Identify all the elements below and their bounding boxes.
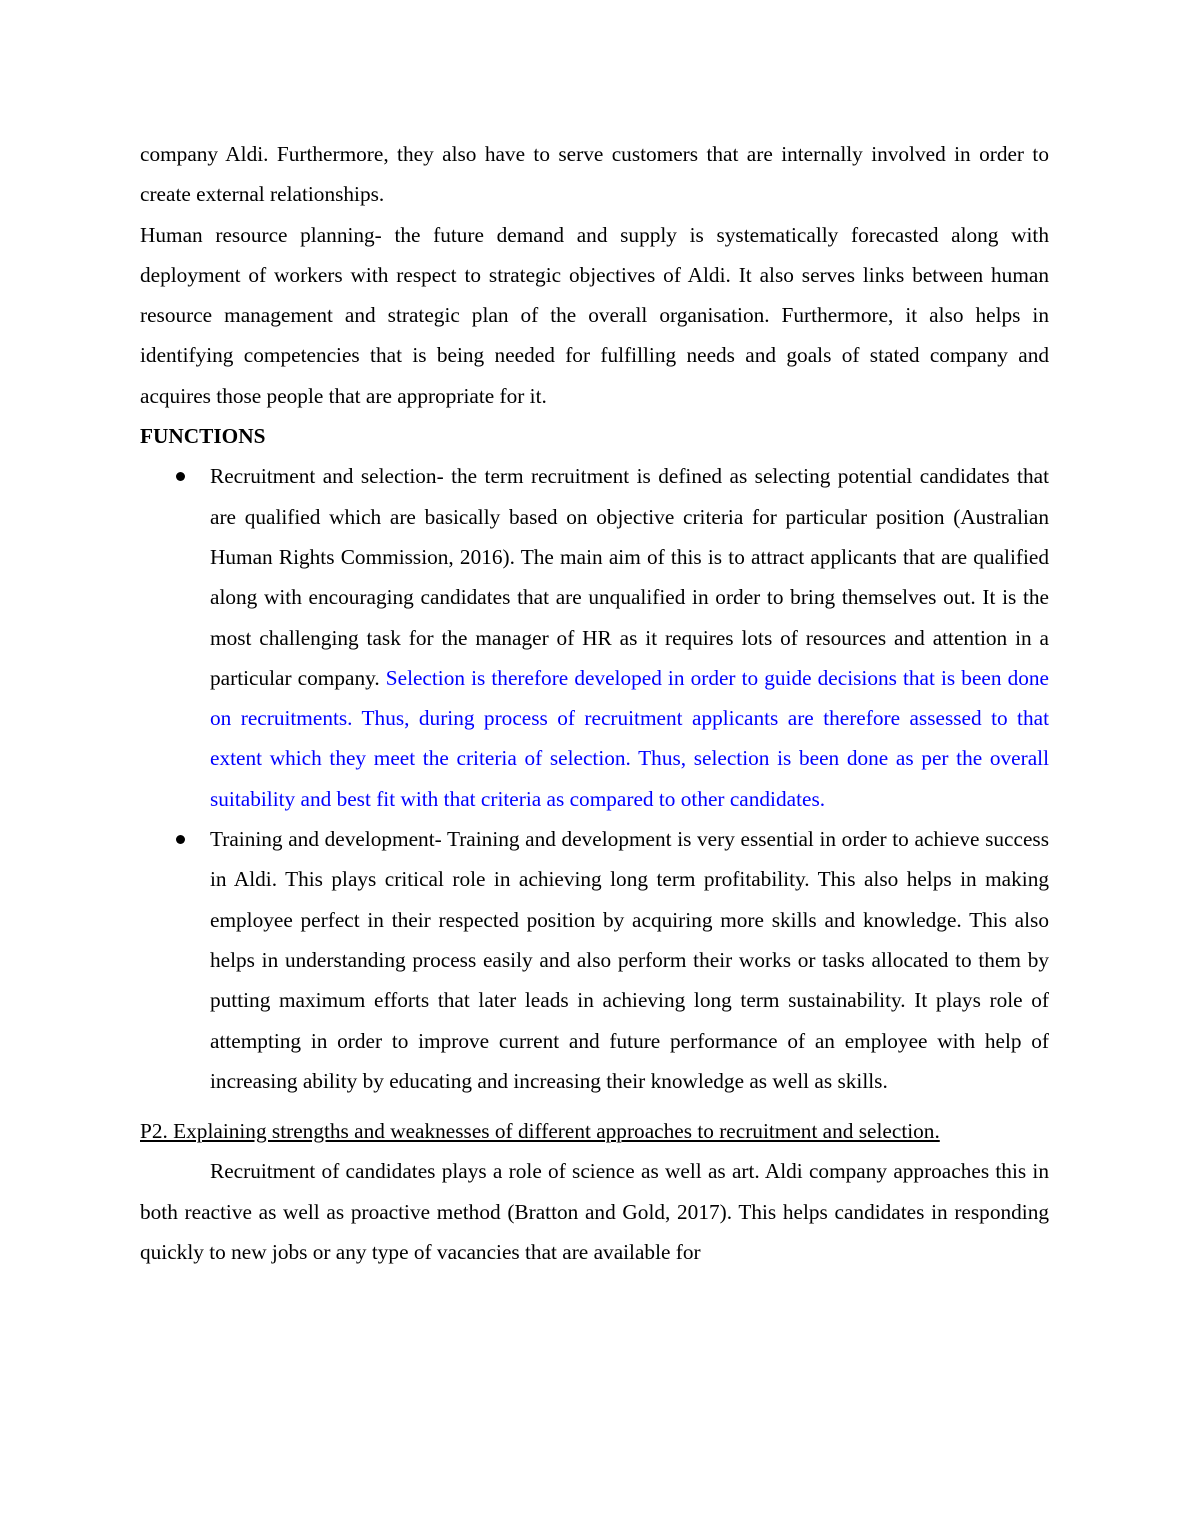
hr-planning-paragraph: Human resource planning- the future demand and supply is systematically forecasted along with deployment of workers with respect to strategic objectives of Aldi. It also serves links between human resource management and strategic plan of the overall organisation. Furthermore, it also helps in identifying competencies that is being needed for fulfilling needs and goals of stated company and acquires those people that are appropriate for it. (140, 222, 1049, 408)
recruitment-paragraph: Recruitment of candidates plays a role of science as well as art. Aldi company approaches this in both reactive as well as proactive method (Bratton and Gold, 2017). This helps candidates in responding quickly to new jobs or any type of vacancies that are available for (140, 1159, 1049, 1265)
training-text: Training and development- Training and development is very essential in order to achieve success in Aldi. This plays critical role in achieving long term profitability. This also helps in making employee perfect in their respected position by acquiring more skills and knowledge. This also helps in understanding process easily and also perform their works or tasks allocated to them by putting maximum efforts that later leads in achieving long term sustainability. It plays role of attempting in order to improve current and future performance of an employee with help of increasing ability by educating and increasing their knowledge as well as skills. (210, 827, 1049, 1093)
bullet-icon (176, 835, 185, 844)
functions-list (140, 456, 1049, 1101)
list-item-training (140, 819, 1049, 1101)
bullet-icon (176, 472, 185, 481)
functions-heading: FUNCTIONS (140, 424, 266, 449)
recruitment-text: Recruitment and selection- the term recruitment is defined as selecting potential candidates that are qualified which are basically based on objective criteria for particular position (Australian Human Rights Commission, 2016). The main aim of this is to attract applicants that are qualified along with encouraging candidates that are unqualified in order to bring themselves out. It is the most challenging task for the manager of HR as it requires lots of resources and attention in a particular company. (210, 464, 1049, 690)
document-page (140, 134, 1049, 1272)
recruitment-highlight-text: Selection is therefore developed in order to guide decisions that is been done on recruitments. Thus, during process of recruitment applicants are therefore assessed to that extent which they meet the criteria of selection. Thus, selection is been done as per the overall suitability and best fit with that criteria as compared to other candidates. (210, 665, 1049, 811)
intro-paragraph: company Aldi. Furthermore, they also have to serve customers that are internally involved in order to create external relationships. (140, 142, 1049, 207)
list-item-recruitment (140, 456, 1049, 819)
section-title: P2. Explaining strengths and weaknesses of different approaches to recruitment and selection. (140, 1119, 940, 1144)
